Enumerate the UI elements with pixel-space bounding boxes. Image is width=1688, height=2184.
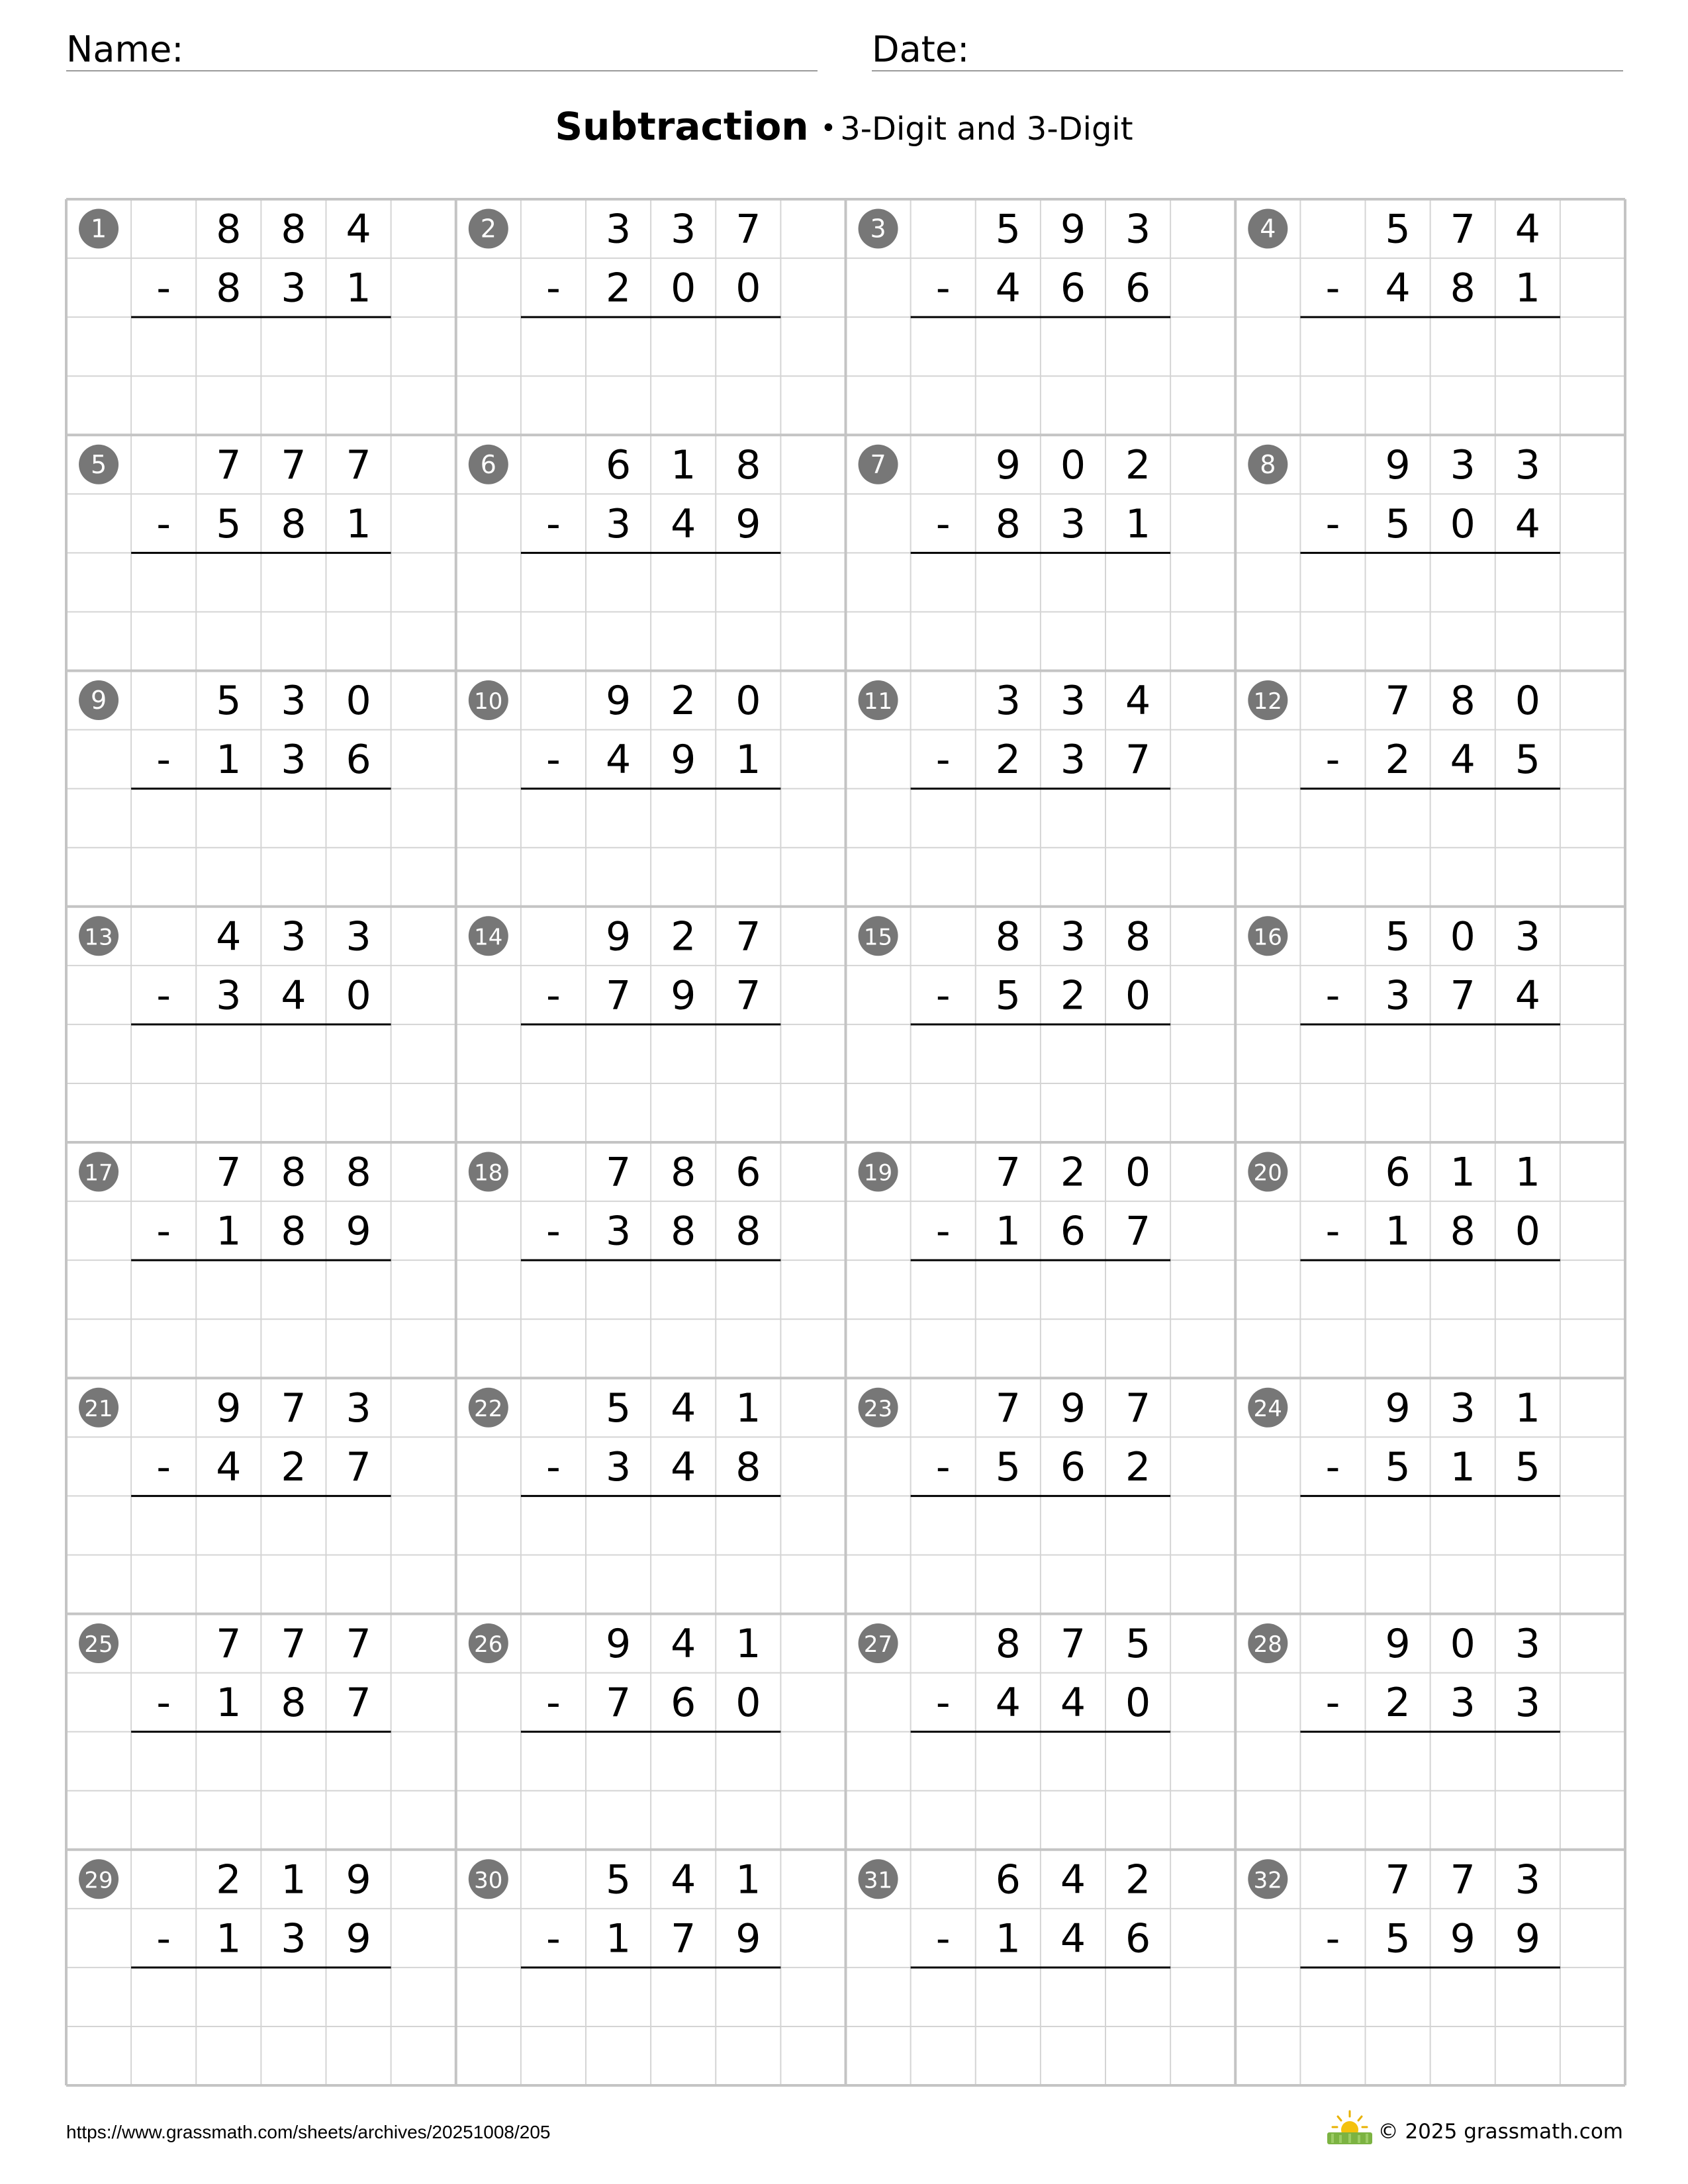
subtrahend-digit: 8 <box>1450 1208 1476 1255</box>
subtrahend-digit: 3 <box>216 972 242 1019</box>
problem-15 <box>859 913 1171 1024</box>
minuend-digit: 3 <box>1060 678 1086 725</box>
minuend-digit: 8 <box>1125 913 1151 960</box>
minus-sign: - <box>1325 265 1340 312</box>
minuend-digit: 7 <box>735 913 761 960</box>
minuend-digit: 1 <box>1450 1149 1476 1196</box>
minuend-digit: 3 <box>1515 1621 1540 1668</box>
minuend-digit: 8 <box>995 1621 1021 1668</box>
minus-sign: - <box>546 1915 561 1962</box>
subtrahend-digit: 8 <box>735 1443 761 1490</box>
footer-url: https://www.grassmath.com/sheets/archives/20251008/205 <box>66 2122 551 2142</box>
subtrahend-digit: 1 <box>1450 1443 1476 1490</box>
minuend-digit: 3 <box>346 1385 371 1432</box>
subtrahend-digit: 3 <box>605 500 632 547</box>
subtrahend-digit: 9 <box>1515 1915 1540 1962</box>
subtrahend-digit: 6 <box>346 737 371 784</box>
problem-6 <box>469 442 781 553</box>
problem-number: 4 <box>1260 214 1276 244</box>
minuend-digit: 5 <box>1125 1621 1151 1668</box>
subtrahend-digit: 8 <box>995 500 1021 547</box>
minuend-digit: 2 <box>671 678 696 725</box>
subtrahend-digit: 4 <box>216 1443 242 1490</box>
subtrahend-digit: 3 <box>1385 972 1411 1019</box>
minus-sign: - <box>1325 500 1340 547</box>
minuend-digit: 0 <box>1450 1621 1476 1668</box>
minuend-digit: 7 <box>735 206 761 253</box>
problem-8 <box>1248 442 1560 553</box>
minuend-digit: 0 <box>1125 1149 1151 1196</box>
subtrahend-digit: 1 <box>346 500 371 547</box>
subtrahend-digit: 5 <box>216 500 242 547</box>
name-label: Name: <box>66 28 184 70</box>
subtrahend-digit: 4 <box>1515 972 1540 1019</box>
minus-sign: - <box>546 1208 561 1255</box>
problem-number: 27 <box>863 1631 893 1659</box>
subtrahend-digit: 3 <box>605 1443 632 1490</box>
problem-number: 2 <box>480 214 496 244</box>
subtrahend-digit: 1 <box>735 737 761 784</box>
minuend-digit: 7 <box>1125 1385 1151 1432</box>
subtrahend-digit: 2 <box>1385 737 1411 784</box>
title-main: Subtraction <box>555 104 809 149</box>
minus-sign: - <box>156 972 171 1019</box>
subtrahend-digit: 1 <box>995 1915 1021 1962</box>
minuend-digit: 5 <box>605 1856 632 1903</box>
subtrahend-digit: 3 <box>281 737 306 784</box>
subtrahend-digit: 1 <box>1385 1208 1411 1255</box>
problem-number: 31 <box>863 1867 893 1894</box>
minuend-digit: 7 <box>346 441 371 488</box>
minus-sign: - <box>1325 1208 1340 1255</box>
minuend-digit: 1 <box>1515 1385 1540 1432</box>
minus-sign: - <box>935 737 951 784</box>
problem-16 <box>1248 913 1560 1024</box>
subtrahend-digit: 9 <box>1450 1915 1476 1962</box>
subtrahend-digit: 4 <box>1385 265 1411 312</box>
subtrahend-digit: 8 <box>671 1208 696 1255</box>
problem-number: 11 <box>863 688 893 715</box>
minuend-digit: 7 <box>346 1621 371 1668</box>
minuend-digit: 7 <box>1385 1856 1411 1903</box>
minus-sign: - <box>935 1680 951 1727</box>
subtrahend-digit: 9 <box>346 1915 371 1962</box>
title-subtitle: 3-Digit and 3-Digit <box>840 111 1133 148</box>
minuend-digit: 0 <box>1450 913 1476 960</box>
minuend-digit: 3 <box>605 206 632 253</box>
minuend-digit: 4 <box>346 206 371 253</box>
minuend-digit: 9 <box>605 1621 632 1668</box>
minuend-digit: 8 <box>346 1149 371 1196</box>
minuend-digit: 9 <box>995 441 1021 488</box>
subtrahend-digit: 4 <box>995 1680 1021 1727</box>
minuend-digit: 3 <box>1060 913 1086 960</box>
subtrahend-digit: 0 <box>1515 1208 1540 1255</box>
subtrahend-digit: 5 <box>1385 1443 1411 1490</box>
minus-sign: - <box>935 1443 951 1490</box>
subtrahend-digit: 3 <box>1450 1680 1476 1727</box>
subtrahend-digit: 7 <box>735 972 761 1019</box>
minuend-digit: 3 <box>281 678 306 725</box>
problem-19 <box>859 1150 1171 1261</box>
minuend-digit: 9 <box>1385 1385 1411 1432</box>
problem-5 <box>79 442 391 553</box>
subtrahend-digit: 5 <box>1515 1443 1540 1490</box>
problem-13 <box>79 913 391 1024</box>
minuend-digit: 2 <box>216 1856 242 1903</box>
minuend-digit: 3 <box>1125 206 1151 253</box>
minuend-digit: 0 <box>346 678 371 725</box>
minus-sign: - <box>156 1208 171 1255</box>
minuend-digit: 3 <box>1515 913 1540 960</box>
minuend-digit: 7 <box>281 441 306 488</box>
minus-sign: - <box>1325 737 1340 784</box>
subtrahend-digit: 1 <box>1125 500 1151 547</box>
minuend-digit: 3 <box>1450 1385 1476 1432</box>
subtrahend-digit: 3 <box>1060 500 1086 547</box>
minuend-digit: 1 <box>735 1621 761 1668</box>
problem-number: 26 <box>474 1631 503 1659</box>
minuend-digit: 3 <box>346 913 371 960</box>
minuend-digit: 8 <box>1450 678 1476 725</box>
subtrahend-digit: 5 <box>995 972 1021 1019</box>
minuend-digit: 8 <box>216 206 242 253</box>
minuend-digit: 4 <box>216 913 242 960</box>
grass-sun-logo-icon <box>1326 2109 1374 2146</box>
subtrahend-digit: 0 <box>346 972 371 1019</box>
problem-20 <box>1248 1150 1560 1261</box>
minus-sign: - <box>935 500 951 547</box>
problem-number: 3 <box>870 214 886 244</box>
subtrahend-digit: 6 <box>1125 1915 1151 1962</box>
minuend-digit: 2 <box>1125 441 1151 488</box>
subtrahend-digit: 3 <box>605 1208 632 1255</box>
minuend-digit: 3 <box>671 206 696 253</box>
minus-sign: - <box>546 500 561 547</box>
minuend-digit: 9 <box>1060 1385 1086 1432</box>
problem-number: 10 <box>474 688 503 715</box>
subtrahend-digit: 0 <box>1125 972 1151 1019</box>
minuend-digit: 7 <box>281 1621 306 1668</box>
problem-number: 16 <box>1253 924 1282 951</box>
footer-copyright: © 2025 grassmath.com <box>1378 2120 1623 2144</box>
subtrahend-digit: 4 <box>995 265 1021 312</box>
minuend-digit: 5 <box>1385 913 1411 960</box>
subtrahend-digit: 2 <box>281 1443 306 1490</box>
problem-number: 1 <box>90 214 107 244</box>
problem-number: 19 <box>863 1160 893 1187</box>
minuend-digit: 3 <box>995 678 1021 725</box>
minuend-digit: 7 <box>281 1385 306 1432</box>
minus-sign: - <box>1325 972 1340 1019</box>
problem-number: 12 <box>1253 688 1282 715</box>
minus-sign: - <box>156 1443 171 1490</box>
subtrahend-digit: 1 <box>346 265 371 312</box>
minuend-digit: 1 <box>281 1856 306 1903</box>
problem-number: 14 <box>474 924 503 951</box>
subtrahend-digit: 7 <box>1125 1208 1151 1255</box>
subtrahend-digit: 0 <box>1450 500 1476 547</box>
subtrahend-digit: 0 <box>1125 1680 1151 1727</box>
subtrahend-digit: 9 <box>346 1208 371 1255</box>
subtrahend-digit: 1 <box>216 737 242 784</box>
minus-sign: - <box>546 737 561 784</box>
subtrahend-digit: 2 <box>605 265 632 312</box>
problem-17 <box>79 1150 391 1261</box>
minuend-digit: 7 <box>1450 1856 1476 1903</box>
subtrahend-digit: 4 <box>1060 1680 1086 1727</box>
problem-number: 28 <box>1253 1631 1282 1659</box>
minuend-digit: 4 <box>671 1385 696 1432</box>
subtrahend-digit: 1 <box>1515 265 1540 312</box>
minus-sign: - <box>156 1680 171 1727</box>
subtrahend-digit: 3 <box>281 265 306 312</box>
minuend-digit: 8 <box>281 206 306 253</box>
subtrahend-digit: 5 <box>1385 500 1411 547</box>
minuend-digit: 2 <box>1125 1856 1151 1903</box>
subtrahend-digit: 6 <box>1060 265 1086 312</box>
minus-sign: - <box>156 500 171 547</box>
minuend-digit: 1 <box>735 1385 761 1432</box>
minuend-digit: 9 <box>605 913 632 960</box>
minuend-digit: 7 <box>1385 678 1411 725</box>
problem-7 <box>859 442 1171 553</box>
problem-28 <box>1248 1621 1560 1732</box>
subtrahend-digit: 7 <box>605 1680 632 1727</box>
minuend-digit: 5 <box>216 678 242 725</box>
minus-sign: - <box>935 1915 951 1962</box>
problem-10 <box>469 678 781 789</box>
subtrahend-digit: 6 <box>1060 1443 1086 1490</box>
subtrahend-digit: 5 <box>995 1443 1021 1490</box>
subtrahend-digit: 5 <box>1515 737 1540 784</box>
minuend-digit: 1 <box>1515 1149 1540 1196</box>
subtrahend-digit: 8 <box>1450 265 1476 312</box>
problem-number: 15 <box>863 924 893 951</box>
minuend-digit: 5 <box>605 1385 632 1432</box>
subtrahend-digit: 1 <box>605 1915 632 1962</box>
problem-31 <box>859 1856 1171 1968</box>
problem-25 <box>79 1621 391 1732</box>
minus-sign: - <box>546 265 561 312</box>
minuend-digit: 5 <box>1385 206 1411 253</box>
minuend-digit: 2 <box>1060 1149 1086 1196</box>
subtrahend-digit: 4 <box>671 500 696 547</box>
problem-1 <box>79 206 391 318</box>
subtrahend-digit: 8 <box>216 265 242 312</box>
minuend-digit: 7 <box>605 1149 632 1196</box>
minuend-digit: 7 <box>216 1149 242 1196</box>
problem-number: 30 <box>474 1867 503 1894</box>
subtrahend-digit: 6 <box>1125 265 1151 312</box>
minus-sign: - <box>156 1915 171 1962</box>
subtrahend-digit: 4 <box>1060 1915 1086 1962</box>
minuend-digit: 9 <box>1385 1621 1411 1668</box>
minus-sign: - <box>935 265 951 312</box>
minuend-digit: 0 <box>1515 678 1540 725</box>
subtrahend-digit: 5 <box>1385 1915 1411 1962</box>
problem-12 <box>1248 678 1560 789</box>
problem-number: 23 <box>863 1395 893 1422</box>
problem-29 <box>79 1856 391 1968</box>
problem-24 <box>1248 1385 1560 1496</box>
minuend-digit: 8 <box>735 441 761 488</box>
subtrahend-digit: 8 <box>281 1208 306 1255</box>
minus-sign: - <box>546 1443 561 1490</box>
minuend-digit: 9 <box>605 678 632 725</box>
subtrahend-digit: 9 <box>671 737 696 784</box>
subtrahend-digit: 1 <box>216 1208 242 1255</box>
minuend-digit: 5 <box>995 206 1021 253</box>
minuend-digit: 4 <box>671 1856 696 1903</box>
minuend-digit: 7 <box>1060 1621 1086 1668</box>
minuend-digit: 6 <box>1385 1149 1411 1196</box>
problem-number: 6 <box>480 449 496 479</box>
title-separator: • <box>820 113 837 144</box>
minuend-digit: 3 <box>1450 441 1476 488</box>
minus-sign: - <box>156 737 171 784</box>
subtrahend-digit: 6 <box>671 1680 696 1727</box>
subtrahend-digit: 3 <box>1060 737 1086 784</box>
minuend-digit: 3 <box>1515 1856 1540 1903</box>
minuend-digit: 3 <box>281 913 306 960</box>
minuend-digit: 6 <box>995 1856 1021 1903</box>
subtrahend-digit: 7 <box>1125 737 1151 784</box>
problem-4 <box>1248 206 1560 318</box>
minus-sign: - <box>546 972 561 1019</box>
subtrahend-digit: 8 <box>281 500 306 547</box>
minuend-digit: 7 <box>995 1385 1021 1432</box>
subtrahend-digit: 7 <box>346 1680 371 1727</box>
problem-2 <box>469 206 781 318</box>
minuend-digit: 9 <box>216 1385 242 1432</box>
subtrahend-digit: 9 <box>735 500 761 547</box>
subtrahend-digit: 7 <box>671 1915 696 1962</box>
problem-number: 8 <box>1260 449 1276 479</box>
problem-11 <box>859 678 1171 789</box>
subtrahend-digit: 0 <box>735 1680 761 1727</box>
minus-sign: - <box>935 972 951 1019</box>
minuend-digit: 8 <box>995 913 1021 960</box>
subtrahend-digit: 4 <box>1515 500 1540 547</box>
subtrahend-digit: 0 <box>735 265 761 312</box>
subtrahend-digit: 4 <box>1450 737 1476 784</box>
subtrahend-digit: 3 <box>281 1915 306 1962</box>
minuend-digit: 8 <box>281 1149 306 1196</box>
minuend-digit: 4 <box>1060 1856 1086 1903</box>
date-label: Date: <box>872 28 970 70</box>
minuend-digit: 7 <box>216 1621 242 1668</box>
problem-14 <box>469 913 781 1024</box>
minuend-digit: 6 <box>605 441 632 488</box>
subtrahend-digit: 1 <box>995 1208 1021 1255</box>
minuend-digit: 7 <box>995 1149 1021 1196</box>
minuend-digit: 4 <box>1515 206 1540 253</box>
problem-3 <box>859 206 1171 318</box>
problem-27 <box>859 1621 1171 1732</box>
minuend-digit: 6 <box>735 1149 761 1196</box>
minuend-digit: 9 <box>1385 441 1411 488</box>
subtrahend-digit: 1 <box>216 1915 242 1962</box>
minus-sign: - <box>156 265 171 312</box>
minus-sign: - <box>546 1680 561 1727</box>
problem-number: 7 <box>870 449 886 479</box>
subtrahend-digit: 4 <box>605 737 632 784</box>
problem-number: 32 <box>1253 1867 1282 1894</box>
problem-number: 18 <box>474 1160 503 1187</box>
minus-sign: - <box>935 1208 951 1255</box>
problem-number: 22 <box>474 1395 503 1422</box>
minuend-digit: 0 <box>735 678 761 725</box>
subtrahend-digit: 8 <box>735 1208 761 1255</box>
problem-number: 5 <box>90 449 107 479</box>
minus-sign: - <box>1325 1680 1340 1727</box>
problem-number: 21 <box>84 1395 113 1422</box>
subtrahend-digit: 9 <box>671 972 696 1019</box>
problem-number: 13 <box>84 924 113 951</box>
minus-sign: - <box>1325 1443 1340 1490</box>
problem-32 <box>1248 1856 1560 1968</box>
minuend-digit: 2 <box>671 913 696 960</box>
minuend-digit: 3 <box>1515 441 1540 488</box>
subtrahend-digit: 4 <box>281 972 306 1019</box>
subtrahend-digit: 4 <box>671 1443 696 1490</box>
problem-30 <box>469 1856 781 1968</box>
minuend-digit: 9 <box>1060 206 1086 253</box>
subtrahend-digit: 3 <box>1515 1680 1540 1727</box>
minuend-digit: 8 <box>671 1149 696 1196</box>
subtrahend-digit: 0 <box>671 265 696 312</box>
problem-23 <box>859 1385 1171 1496</box>
problem-number: 25 <box>84 1631 113 1659</box>
minus-sign: - <box>1325 1915 1340 1962</box>
subtrahend-digit: 7 <box>346 1443 371 1490</box>
minuend-digit: 4 <box>1125 678 1151 725</box>
minuend-digit: 9 <box>346 1856 371 1903</box>
problem-number: 24 <box>1253 1395 1282 1422</box>
minuend-digit: 0 <box>1060 441 1086 488</box>
problem-22 <box>469 1385 781 1496</box>
subtrahend-digit: 2 <box>995 737 1021 784</box>
subtrahend-digit: 9 <box>735 1915 761 1962</box>
problem-number: 29 <box>84 1867 113 1894</box>
subtrahend-digit: 2 <box>1385 1680 1411 1727</box>
subtrahend-digit: 2 <box>1060 972 1086 1019</box>
minuend-digit: 7 <box>1450 206 1476 253</box>
problem-18 <box>469 1150 781 1261</box>
subtrahend-digit: 8 <box>281 1680 306 1727</box>
minuend-digit: 7 <box>216 441 242 488</box>
problem-number: 20 <box>1253 1160 1282 1187</box>
subtrahend-digit: 7 <box>1450 972 1476 1019</box>
minuend-digit: 4 <box>671 1621 696 1668</box>
subtrahend-digit: 2 <box>1125 1443 1151 1490</box>
problem-21 <box>79 1385 391 1496</box>
problem-9 <box>79 678 391 789</box>
minuend-digit: 1 <box>671 441 696 488</box>
problem-number: 9 <box>90 686 107 715</box>
problem-number: 17 <box>84 1160 113 1187</box>
subtrahend-digit: 6 <box>1060 1208 1086 1255</box>
subtrahend-digit: 7 <box>605 972 632 1019</box>
subtrahend-digit: 1 <box>216 1680 242 1727</box>
minuend-digit: 1 <box>735 1856 761 1903</box>
problem-26 <box>469 1621 781 1732</box>
